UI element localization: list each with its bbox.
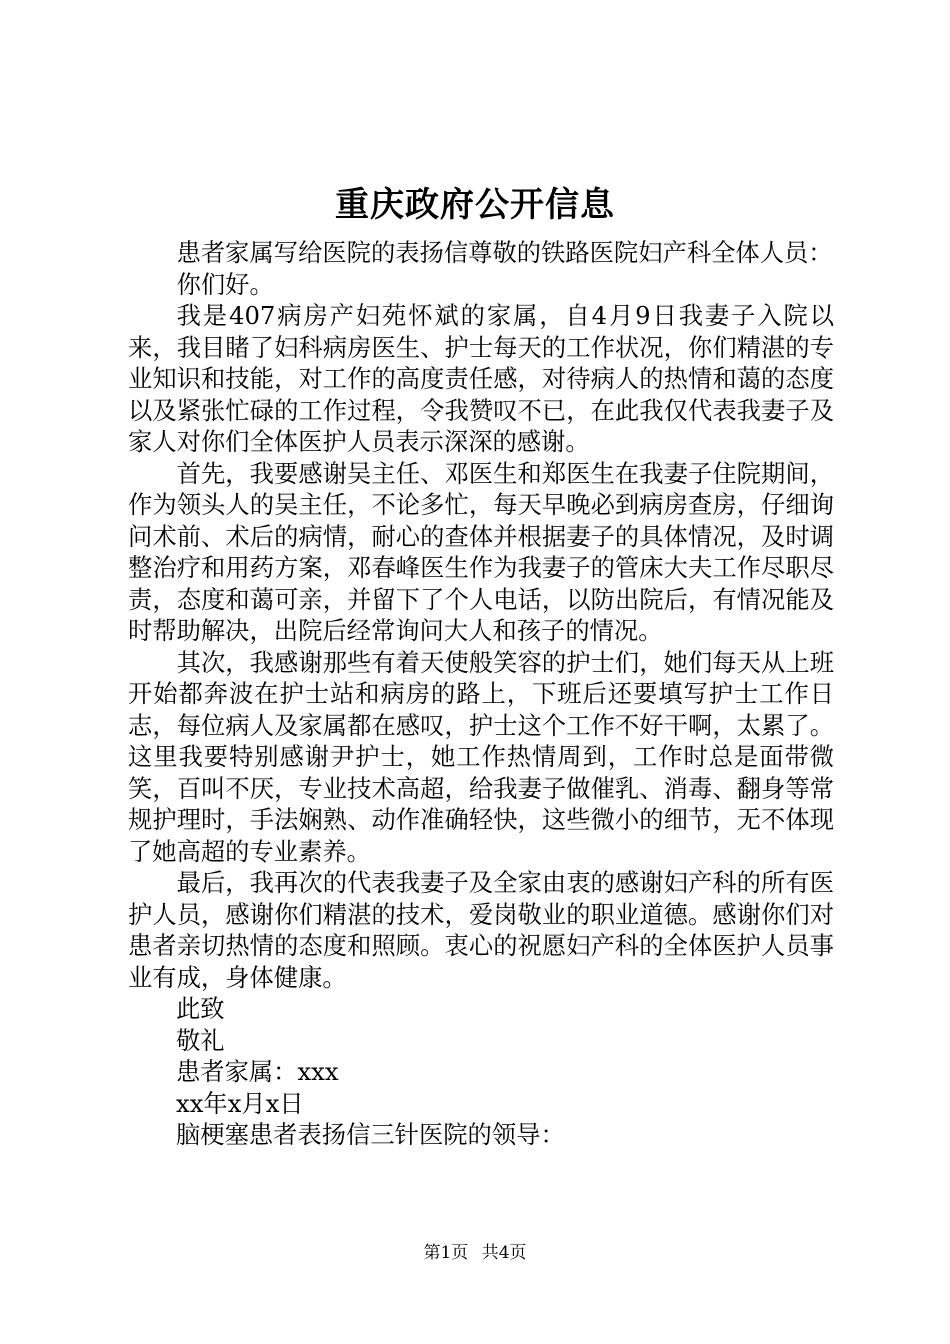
next-letter-heading: 脑梗塞患者表扬信三针医院的领导： xyxy=(176,1120,565,1149)
page-footer xyxy=(0,1241,950,1265)
date-line: xx年x月x日 xyxy=(176,1088,304,1118)
paragraph-final-thanks: 最后，我再次的代表我妻子及全家由衷的感谢妇产科的所有医护人员，感谢你们精湛的技术，爱岗敬业的职业道德。感谢你们对患者亲切热情的态度和照顾。衷心的祝愿妇产科的全体医护人员事业有成，身体健康。 xyxy=(128,868,834,992)
page-number: 第1页 xyxy=(423,1243,469,1263)
paragraph-thanks-nurses: 其次，我感谢那些有着天使般笑容的护士们，她们每天从上班开始都奔波在护士站和病房的路上，下班后还要填写护士工作日志，每位病人及家属都在感叹，护士这个工作不好干啊，太累了。这里我要特别感谢尹护士，她工作热情周到，工作时总是面带微笑，百叫不厌，专业技术高超，给我妻子做催乳、消毒、翻身等常规护理时，手法娴熟、动作准确轻快，这些微小的细节，无不体现了她高超的专业素养。 xyxy=(128,647,834,866)
signature-line: 患者家属：xxx xyxy=(176,1057,339,1086)
paragraph-thanks-doctors: 首先，我要感谢吴主任、邓医生和郑医生在我妻子住院期间，作为领头人的吴主任，不论多忙，每天早晚必到病房查房，仔细询问术前、术后的病情，耐心的查体并根据妻子的具体情况，及时调整治疗和用药方案，邓春峰医生作为我妻子的管床大夫工作尽职尽责，态度和蔼可亲，并留下了个人电话，以防出院后，有情况能及时帮助解决，出院后经常询问大人和孩子的情况。 xyxy=(128,458,834,645)
paragraph-greeting-heading: 患者家属写给医院的表扬信尊敬的铁路医院妇产科全体人员： xyxy=(176,238,833,267)
page-total: 共4页 xyxy=(481,1243,527,1263)
closing-line-cizhi: 此致 xyxy=(176,994,225,1023)
document-body xyxy=(128,237,834,1151)
closing-line-jingli: 敬礼 xyxy=(176,1025,225,1055)
document-title: 重庆政府公开信息 xyxy=(335,185,615,225)
paragraph-introduction: 我是407病房产妇苑怀斌的家属，自4月9日我妻子入院以来，我目睹了妇科病房医生、护士每天的工作状况，你们精湛的专业知识和技能，对工作的高度责任感，对待病人的热情和蔼的态度以及紧张忙碌的工作过程，令我赞叹不已，在此我仅代表我妻子及家人对你们全体医护人员表示深深的感谢。 xyxy=(128,301,834,456)
paragraph-salutation: 你们好。 xyxy=(176,269,274,299)
